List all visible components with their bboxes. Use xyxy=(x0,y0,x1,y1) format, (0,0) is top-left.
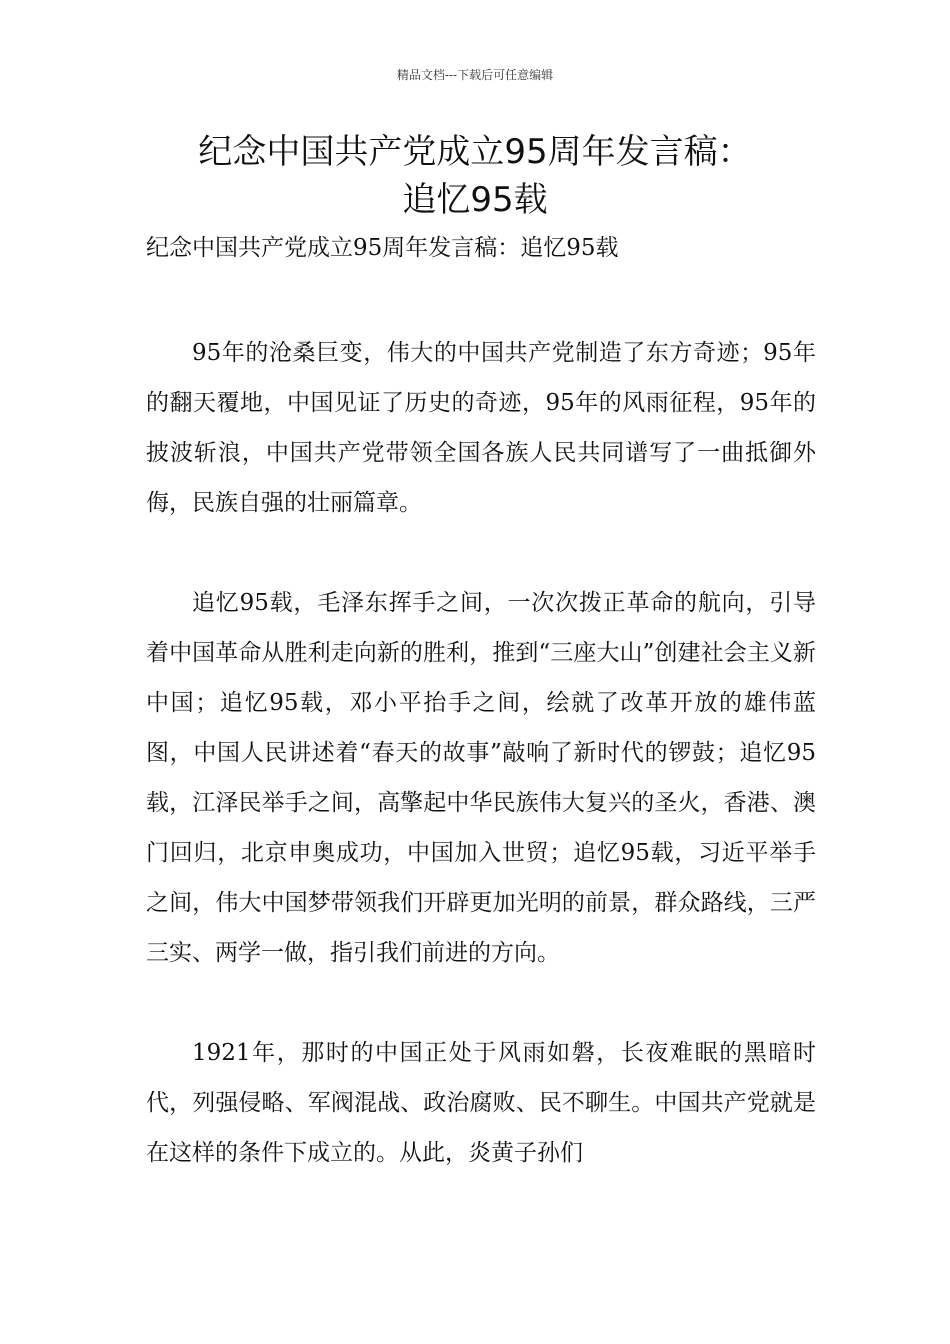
document-body xyxy=(146,328,816,1178)
document-title xyxy=(140,128,810,224)
title-line-1: 纪念中国共产党成立95周年发言稿： xyxy=(198,132,752,172)
paragraph-1: 95年的沧桑巨变，伟大的中国共产党制造了东方奇迹；95年的翻天覆地，中国见证了历史的奇迹，95年的风雨征程，95年的披波斩浪，中国共产党带领全国各族人民共同谱写了一曲抵御外侮，民族自强的壮丽篇章。 xyxy=(146,340,816,516)
paragraph-3: 1921年，那时的中国正处于风雨如磐，长夜难眠的黑暗时代，列强侵略、军阀混战、政治腐败、民不聊生。中国共产党就是在这样的条件下成立的。从此，炎黄子孙们 xyxy=(146,1040,816,1166)
title-line-2: 追忆95载 xyxy=(402,180,548,220)
header-note: 精品文档---下载后可任意编辑 xyxy=(396,68,554,82)
document-subtitle: 纪念中国共产党成立95周年发言稿：追忆95载 xyxy=(146,235,619,261)
paragraph-2: 追忆95载，毛泽东挥手之间，一次次拨正革命的航向，引导着中国革命从胜利走向新的胜利，推到“三座大山”创建社会主义新中国；追忆95载，邓小平抬手之间，绘就了改革开放的雄伟蓝图，中国人民讲述着“春天的故事”敲响了新时代的锣鼓；追忆95载，江泽民举手之间，高擎起中华民族伟大复兴的圣火，香港、澳门回归，北京申奥成功，中国加入世贸；追忆95载，习近平举手之间，伟大中国梦带领我们开辟更加光明的前景，群众路线，三严三实、两学一做，指引我们前进的方向。 xyxy=(146,590,816,966)
